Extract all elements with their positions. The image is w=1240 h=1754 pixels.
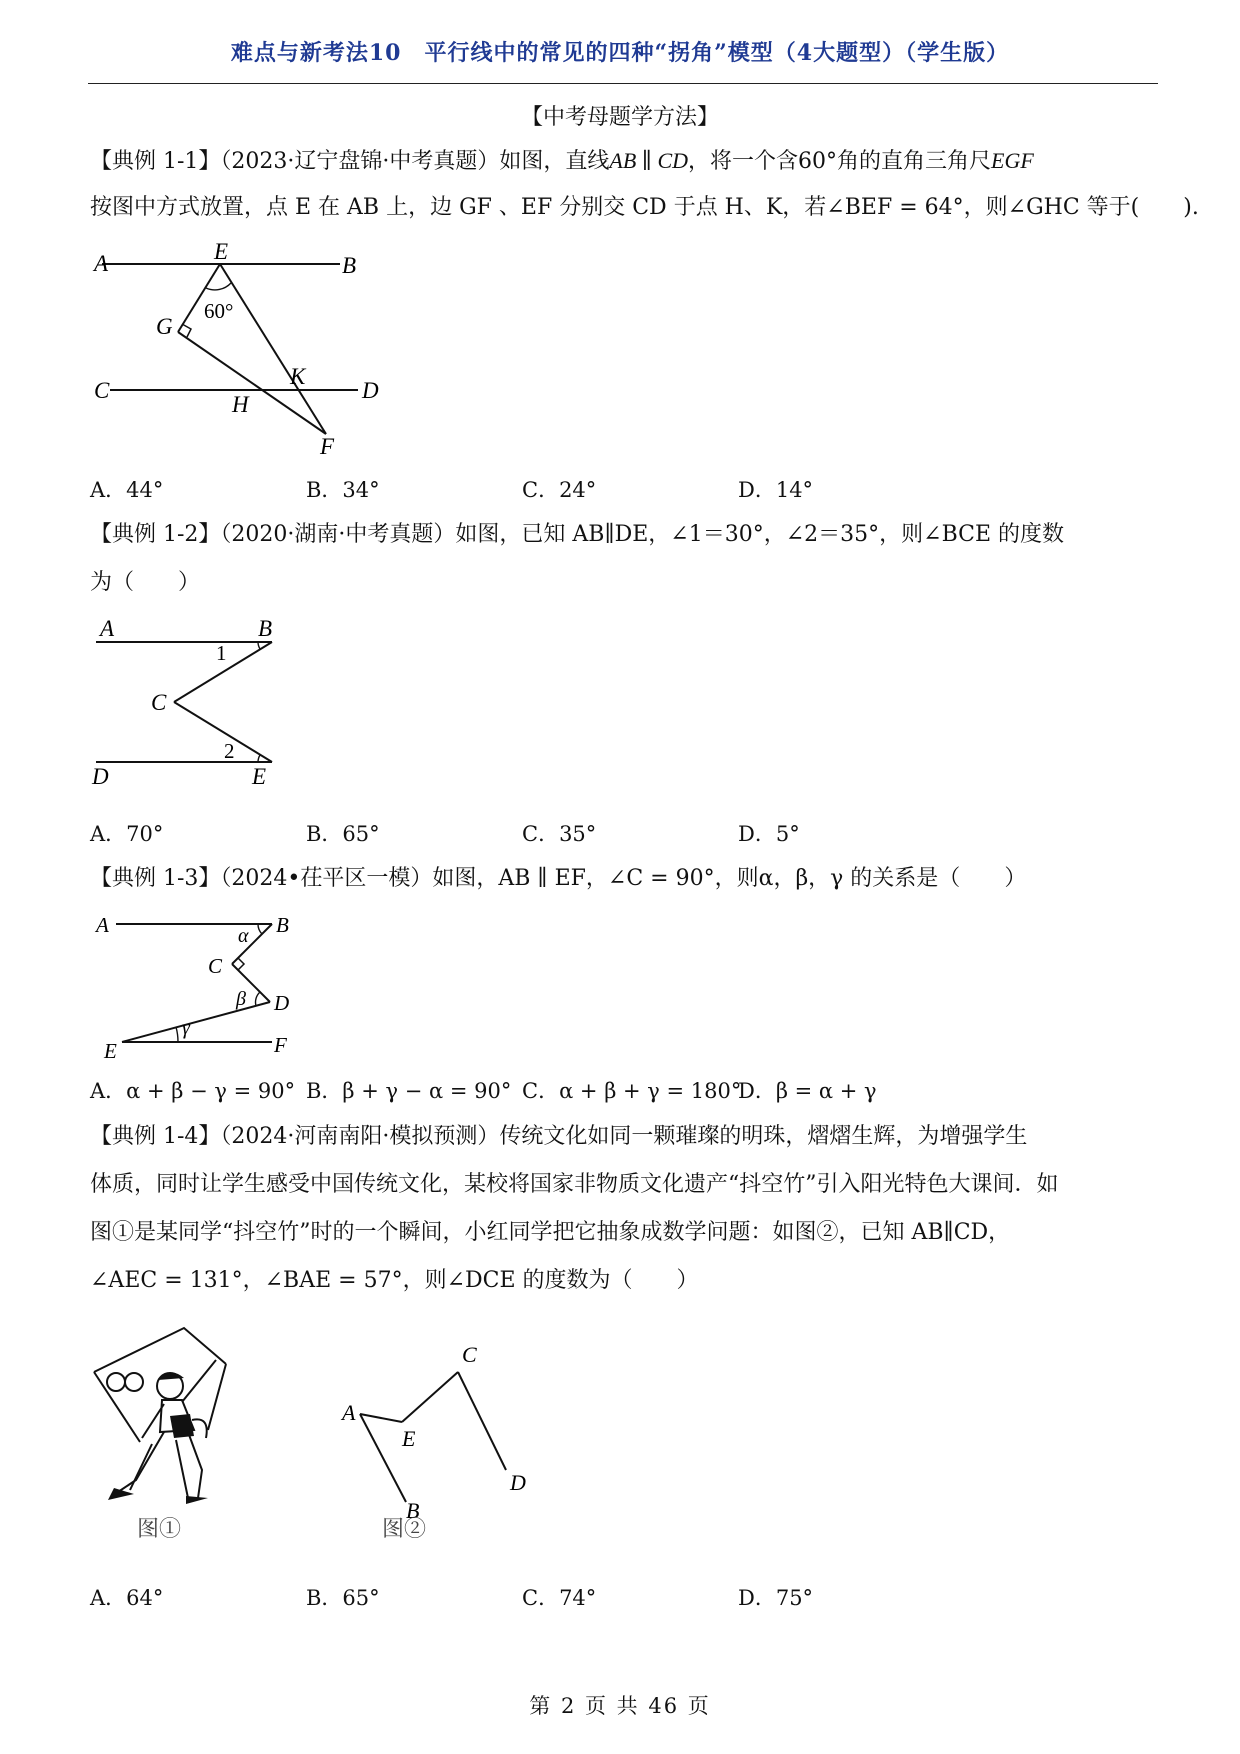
diabolo-performer-illustration (86, 1320, 246, 1520)
q1-option-d: D．14° (738, 478, 814, 502)
q2-option-a: A．70° (90, 822, 164, 846)
q3-label-a: A (96, 913, 109, 937)
q4-line4: ∠AEC = 131°，∠BAE = 57°，则∠DCE 的度数为（ ） (90, 1268, 699, 1293)
q1-label-a: A (94, 251, 109, 276)
q3-label-f: F (274, 1033, 287, 1057)
q4-label-b: B (406, 1498, 420, 1522)
q1-line1 (90, 146, 1160, 177)
q4-label-d: D (510, 1470, 526, 1495)
q2-option-c: C．35° (522, 822, 597, 846)
q2-label-d: D (92, 764, 109, 789)
q1-option-c: C．24° (522, 478, 597, 502)
page-footer: 第 2 页 共 46 页 (529, 1694, 711, 1718)
q4-line3: 图①是某同学“抖空竹”时的一个瞬间，小红同学把它抽象成数学问题：如图②，已知 AB∥CD， (90, 1220, 1011, 1245)
q4-option-d: D．75° (738, 1586, 814, 1610)
q4-option-b: B．65° (306, 1586, 380, 1610)
q4-label-e: E (402, 1426, 416, 1451)
q2-label-b: B (258, 616, 273, 641)
q1-label-c: C (94, 378, 110, 403)
q3-label-e: E (104, 1039, 117, 1063)
q3-option-a: A．α + β − γ = 90° (90, 1079, 296, 1103)
q1-label-b: B (342, 253, 357, 278)
q4-label-a: A (342, 1400, 356, 1425)
section-title: 【中考母题学方法】 (520, 105, 719, 130)
q3-figure (86, 906, 316, 1066)
q1-figure (80, 236, 400, 456)
q1-label-h: H (232, 392, 249, 417)
q3-label-c: C (208, 954, 223, 978)
q4-line1: 【典例 1-4】（2024·河南南阳·模拟预测）传统文化如同一颗璀璨的明珠，熠熠生辉，为增强学生 (90, 1124, 1028, 1149)
q3-line1: 【典例 1-3】（2024•茌平区一模）如图，AB ∥ EF，∠C = 90°，则α，β，γ 的关系是（ ） (90, 866, 1027, 891)
q2-label-a: A (100, 616, 115, 641)
q3-option-c: C．α + β + γ = 180° (522, 1079, 742, 1103)
q1-line1-egf: EGF (991, 148, 1034, 173)
figure2-caption: 图② (382, 1517, 427, 1542)
page-header-title: 难点与新考法10 平行线中的常见的四种“拐角”模型（4大题型）（学生版） (230, 40, 1010, 66)
q2-line2: 为（ ） (90, 570, 201, 595)
q2-figure (86, 612, 306, 792)
header-divider (88, 83, 1158, 84)
q1-line1-mid: ，将一个含60°角的直角三角尺 (688, 149, 992, 174)
figure1-caption: 图① (137, 1517, 182, 1542)
q1-label-f: F (320, 434, 335, 456)
q1-line1-ab-cd: AB ∥ CD (609, 148, 689, 173)
q3-label-beta: β (236, 988, 246, 1010)
q3-label-gamma: γ (182, 1017, 190, 1039)
q4-figure2 (330, 1332, 550, 1522)
q3-label-b: B (276, 913, 289, 937)
q3-option-b: B．β + γ − α = 90° (306, 1079, 512, 1103)
q1-option-b: B．34° (306, 478, 380, 502)
q4-label-c: C (462, 1342, 477, 1367)
q1-option-a: A．44° (90, 478, 164, 502)
q2-option-d: D．5° (738, 822, 800, 846)
q2-label-e: E (252, 764, 267, 789)
q4-option-c: C．74° (522, 1586, 597, 1610)
q1-label-angle: 60° (204, 299, 234, 323)
q2-label-angle1: 1 (216, 641, 227, 665)
q1-label-e: E (214, 239, 229, 264)
q1-line2: 按图中方式放置，点 E 在 AB 上，边 GF 、EF 分别交 CD 于点 H、K，若∠BEF = 64°，则∠GHC 等于( ). (90, 195, 1199, 220)
q4-option-a: A．64° (90, 1586, 164, 1610)
q1-label-k: K (290, 364, 306, 389)
q3-label-d: D (274, 991, 290, 1015)
q3-label-alpha: α (238, 925, 249, 947)
q2-line1: 【典例 1-2】（2020·湖南·中考真题）如图，已知 AB∥DE，∠1＝30°，∠2＝35°，则∠BCE 的度数 (90, 522, 1065, 547)
q2-label-c: C (151, 690, 167, 715)
q1-label-g: G (156, 314, 173, 339)
q3-option-d: D．β = α + γ (738, 1079, 877, 1103)
q1-line1-prefix: 【典例 1-1】（2023·辽宁盘锦·中考真题）如图，直线 (90, 149, 610, 174)
q2-label-angle2: 2 (224, 739, 235, 763)
q2-option-b: B．65° (306, 822, 380, 846)
q4-line2: 体质，同时让学生感受中国传统文化，某校将国家非物质文化遗产“抖空竹”引入阳光特色大课间．如 (90, 1172, 1059, 1197)
q1-label-d: D (362, 378, 379, 403)
